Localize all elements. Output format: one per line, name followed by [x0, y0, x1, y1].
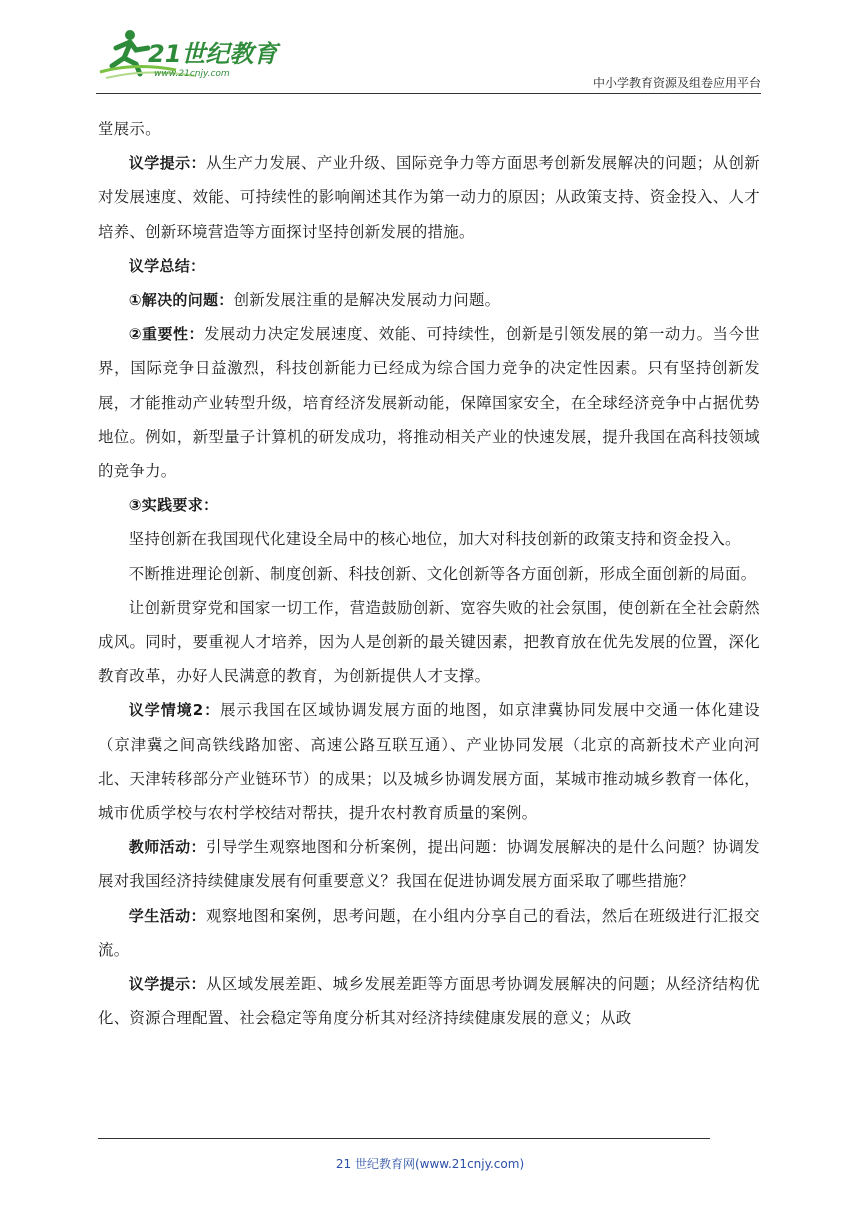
label-discussion-hint: 议学提示： — [128, 154, 207, 173]
paragraph-6: 坚持创新在我国现代化建设全局中的核心地位，加大对科技创新的政策支持和资金投入。 — [128, 530, 741, 549]
paragraph-5 — [98, 488, 760, 522]
header-divider — [96, 93, 761, 94]
paragraph-8: 让创新贯穿党和国家一切工作，营造鼓励创新、宽容失败的社会氛围，使创新在全社会蔚然成风。同时，要重视人才培养，因为人是创新的最关键因素，把教育放在优先发展的位置，深化教育改革，办好人民满意的教育，为创新提供人才支撑。 — [98, 598, 760, 686]
label-teacher-activity: 教师活动： — [128, 838, 207, 857]
paragraph-4: ②重要性：发展动力决定发展速度、效能、可持续性，创新是引领发展的第一动力。当今世界，国际竞争日益激烈，科技创新能力已经成为综合国力竞争的决定性因素。只有坚持创新发展，才能推动产业转型升级，培育经济发展新动能，保障国家安全，在全球经济竞争中占据优势地位。例如，新型量子计算机的研发成功，将推动相关产业的快速发展，提升我国在高科技领域的竞争力。 — [98, 325, 760, 481]
footer-link[interactable]: 21 世纪教育网(www.21cnjy.com) — [335, 1157, 525, 1171]
paragraph-9: 议学情境2：展示我国在区域协调发展方面的地图，如京津冀协同发展中交通一体化建设（京津冀之间高铁线路加密、高速公路互联互通）、产业协同发展（北京的高新技术产业向河北、天津转移部分产业链环节）的成果；以及城乡协调发展方面，某城市推动城乡教育一体化，城市优质学校与农村学校结对帮扶，提升农村教育质量的案例。 — [98, 701, 760, 823]
paragraph-1: 议学提示：从生产力发展、产业升级、国际竞争力等方面思考创新发展解决的问题；从创新对发展速度、效能、可持续性的影响阐述其作为第一动力的原因；从政策支持、资金投入、人才培养、创新环境营造等方面探讨坚持创新发展的措施。 — [98, 154, 760, 241]
paragraph-3: ①解决的问题：创新发展注重的是解决发展动力问题。 — [128, 291, 501, 310]
paragraph-11: 学生活动：观察地图和案例，思考问题，在小组内分享自己的看法，然后在班级进行汇报交流。 — [98, 906, 760, 959]
paragraph-2 — [98, 249, 760, 283]
label-discussion-hint-2: 议学提示： — [128, 975, 207, 994]
label-discussion-scenario-2: 议学情境2： — [128, 701, 221, 720]
paragraph-10: 教师活动：引导学生观察地图和分析案例，提出问题：协调发展解决的是什么问题？协调发展对我国经济持续健康发展有何重要意义？我国在促进协调发展方面采取了哪些措施？ — [98, 838, 760, 891]
label-practice-requirements: ③实践要求： — [128, 496, 219, 515]
page-header — [96, 26, 761, 96]
document-body — [98, 112, 760, 1035]
label-importance: ②重要性： — [128, 325, 204, 344]
label-discussion-summary: 议学总结： — [128, 256, 206, 275]
paragraph-12: 议学提示：从区域发展差距、城乡发展差距等方面思考协调发展解决的问题；从经济结构优化、资源合理配置、社会稳定等角度分析其对经济持续健康发展的意义；从政 — [98, 975, 760, 1028]
label-problem-solved: ①解决的问题： — [128, 291, 234, 310]
logo-text: 21世纪教育 — [148, 40, 278, 68]
platform-name: 中小学教育资源及组卷应用平台 — [592, 76, 761, 90]
logo-url: www.21cnjy.com — [154, 69, 230, 79]
label-student-activity: 学生活动： — [128, 906, 207, 925]
paragraph-7: 不断推进理论创新、制度创新、科技创新、文化创新等各方面创新，形成全面创新的局面。 — [128, 564, 757, 583]
logo-21cnjy — [96, 26, 296, 82]
footer-divider — [98, 1138, 710, 1139]
paragraph-0: 堂展示。 — [98, 120, 161, 138]
